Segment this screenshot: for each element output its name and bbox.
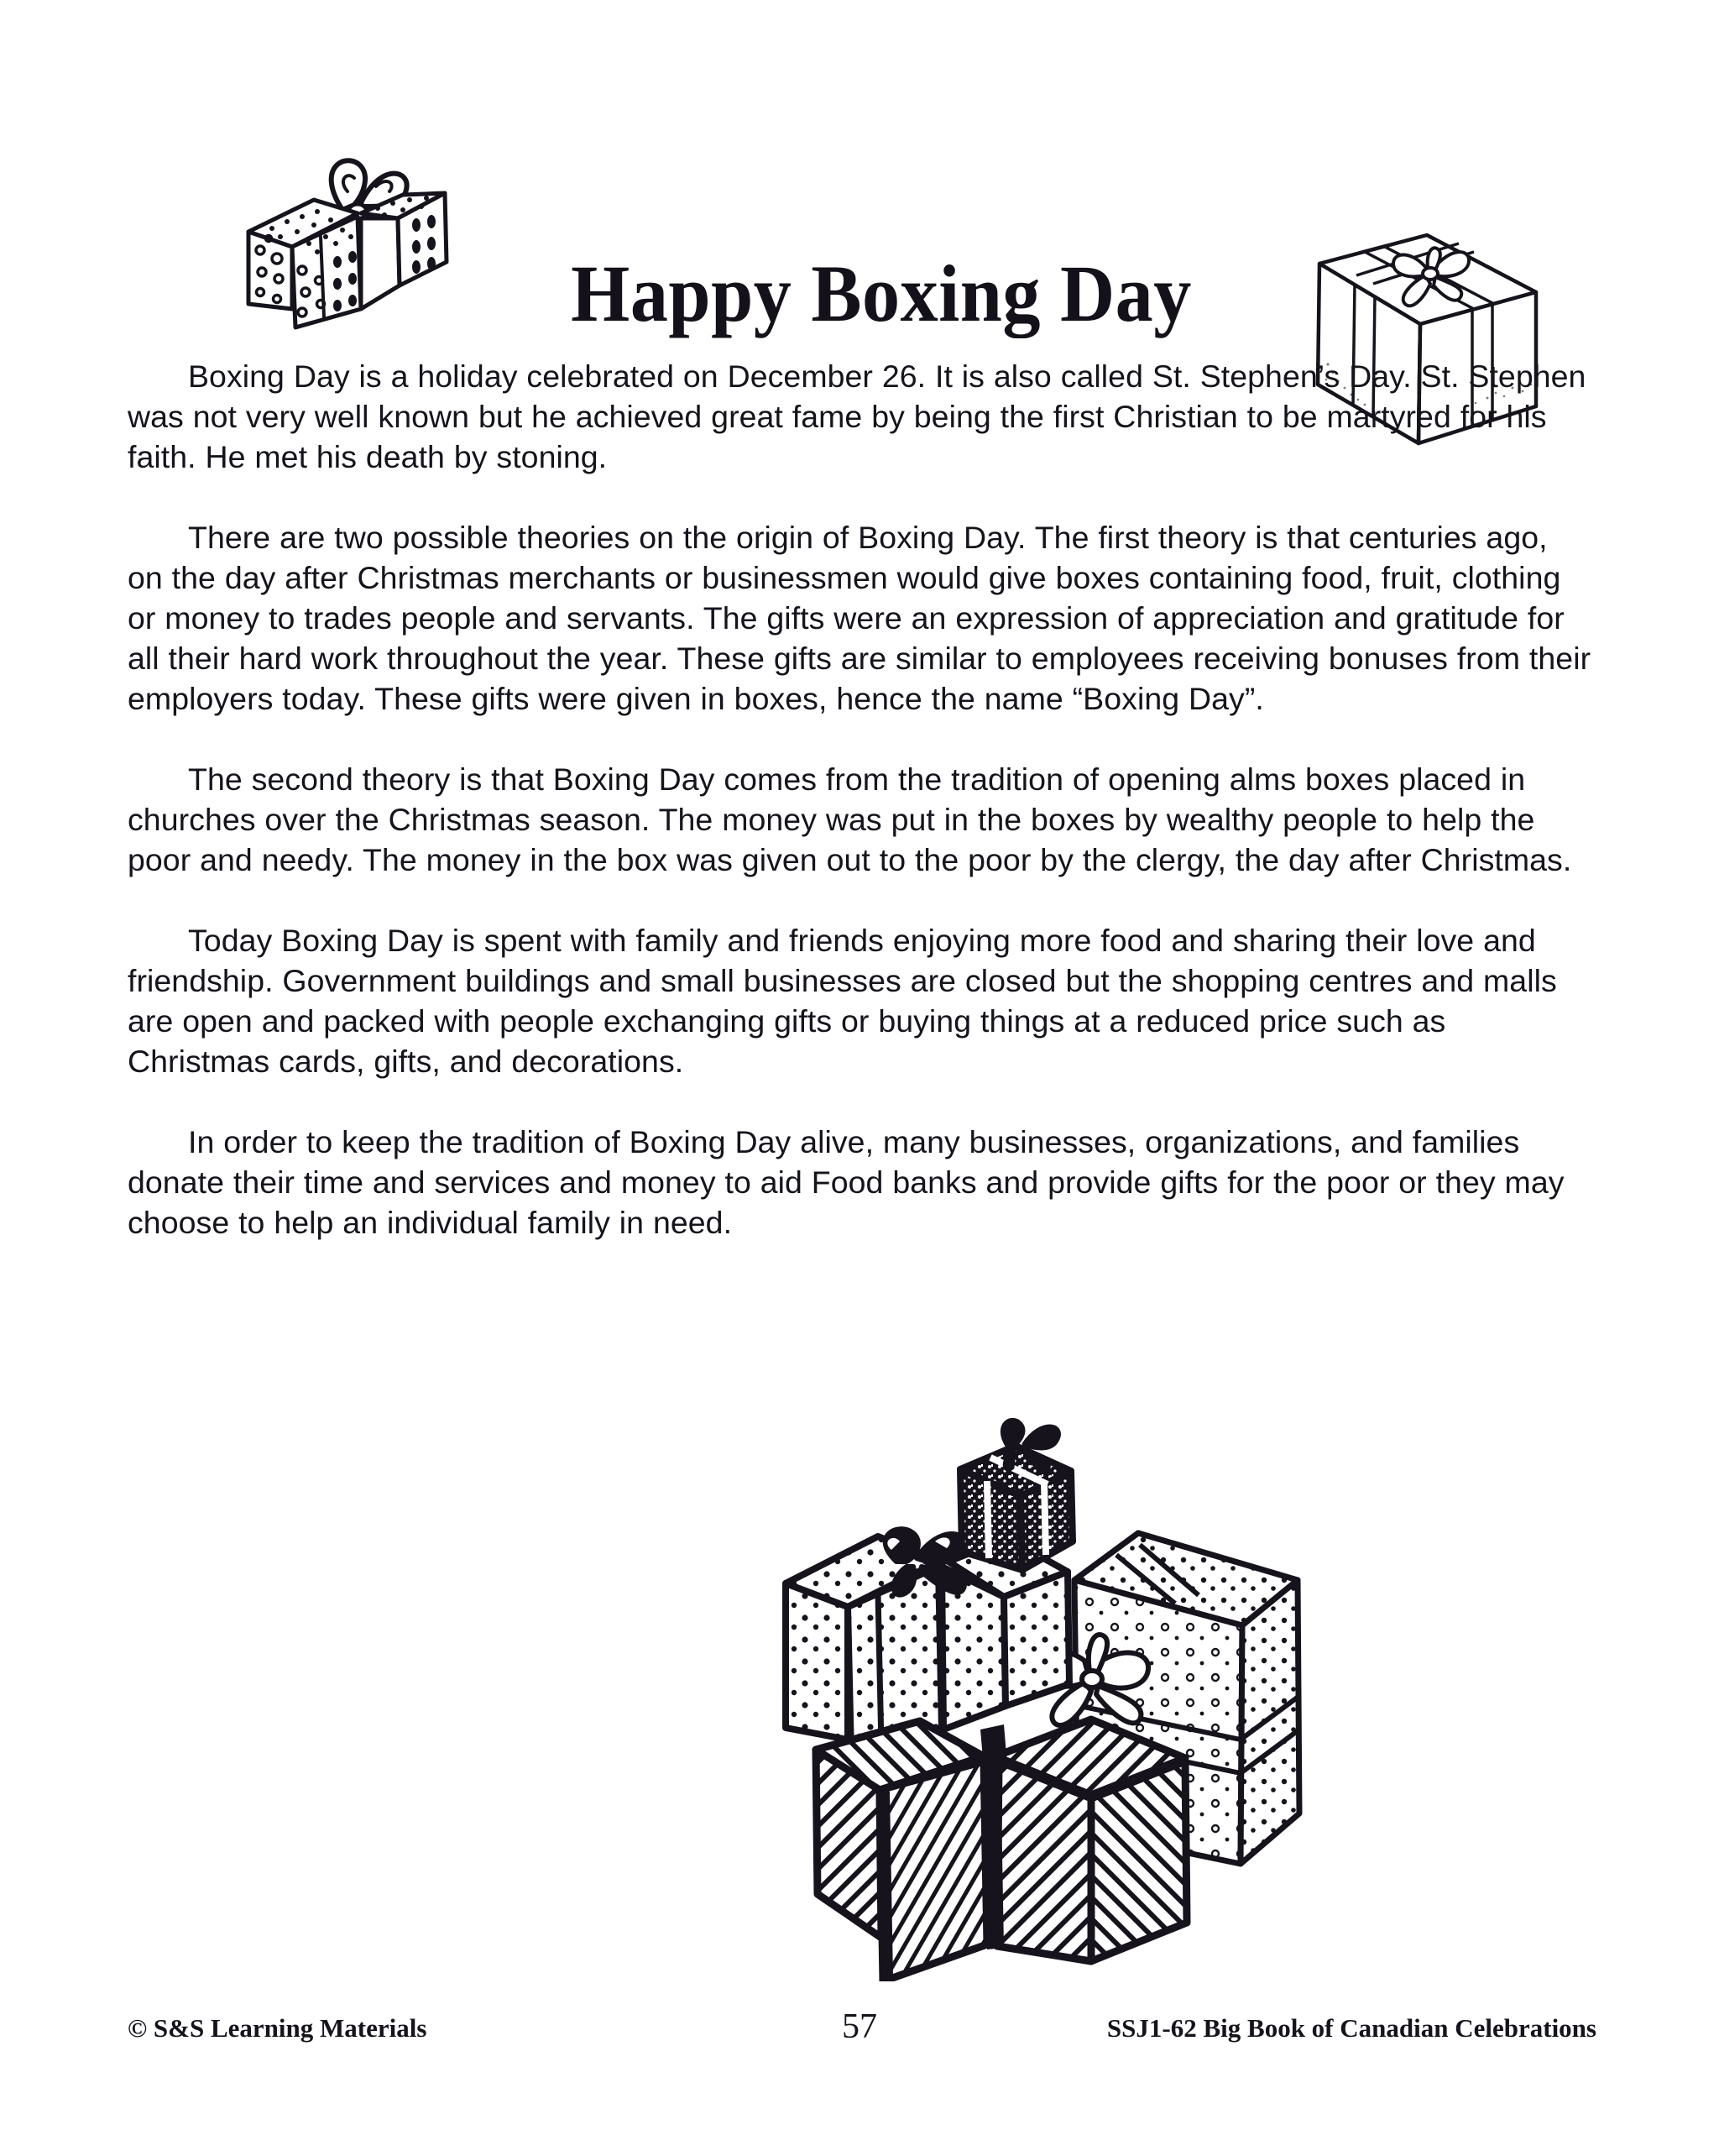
page-footer: [0, 2007, 1719, 2064]
footer-copyright: © S&S Learning Materials: [128, 2013, 427, 2043]
page-header: [0, 0, 1719, 353]
gift-stack-illustration: [755, 1394, 1343, 1981]
article-body: [128, 356, 1591, 1243]
footer-book-reference: SSJ1-62 Big Book of Canadian Celebrations: [1106, 2013, 1596, 2043]
paragraph: In order to keep the tradition of Boxing Day alive, many businesses, organizations, and families donate their time and services and money to aid Food banks and provide gifts for the poor or they may choose to help an individual family in need.: [128, 1124, 1565, 1240]
footer-page-number: 57: [842, 2007, 877, 2046]
page-title: Happy Boxing Day: [571, 249, 1192, 339]
paragraph: Today Boxing Day is spent with family and friends enjoying more food and sharing their love and friendship. Government buildings and small businesses are closed but the shopping centres and malls are open and packed with people exchanging gifts or buying things at a reduced price such as Christmas cards, gifts, and decorations.: [128, 923, 1557, 1079]
paragraph: There are two possible theories on the origin of Boxing Day. The first theory is that centuries ago, on the day after Christmas merchants or businessmen would give boxes containing food, fruit, clothing or money to trades people and servants. The gifts were an expression of appreciation and gratitude for all their hard work throughout the year. These gifts are similar to employees receiving bonuses from their employers today. These gifts were given in boxes, hence the name “Boxing Day”.: [128, 520, 1591, 716]
paragraph: Boxing Day is a holiday celebrated on December 26. It is also called St. Stephen’s Day. St. Stephen was not very well known but he achieved great fame by being the first Christian to be martyred for his faith. He met his death by stoning.: [128, 358, 1586, 474]
paragraph: The second theory is that Boxing Day comes from the tradition of opening alms boxes placed in churches over the Christmas season. The money was put in the boxes by wealthy people to help the poor and needy. The money in the box was given out to the poor by the clergy, the day after Christmas.: [128, 761, 1572, 877]
polka-dot-gift-box-icon: [220, 144, 472, 354]
